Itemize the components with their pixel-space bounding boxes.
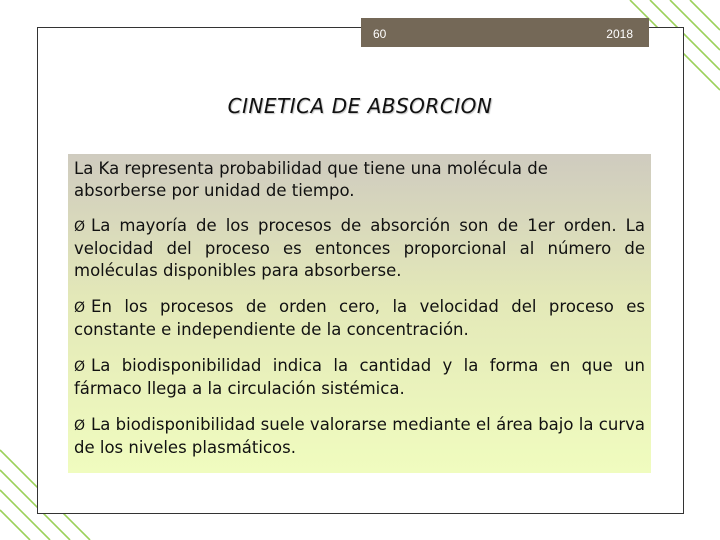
intro-text: La Ka representa probabilidad que tiene una molécula de absorberse por unidad de tiempo. (74, 159, 548, 200)
header-bar (361, 18, 649, 47)
arrow-bullet-icon: Ø (74, 359, 86, 375)
slide-number: 60 (373, 27, 387, 41)
bullet-text: En los procesos de orden cero, la velocidad del proceso es constante e independiente de la concentración. (74, 297, 645, 339)
content-box (68, 154, 651, 473)
bullet-text: La mayoría de los procesos de absorción son de 1er orden. La velocidad del proceso es entonces proporcional al número de moléculas disponibles para absorberse. (74, 216, 645, 280)
bullet-item (74, 296, 645, 341)
bullet-item (74, 355, 645, 400)
bullet-text: La biodisponibilidad indica la cantidad y la forma en que un fármaco llega a la circulación sistémica. (74, 356, 645, 398)
bullet-item (74, 414, 645, 459)
arrow-bullet-icon: Ø (74, 300, 86, 316)
arrow-bullet-icon: Ø (74, 418, 86, 434)
year-label: 2018 (606, 27, 633, 41)
bullet-item (74, 215, 645, 282)
bullet-text: La biodisponibilidad suele valorarse mediante el área bajo la curva de los niveles plasmáticos. (74, 415, 645, 457)
arrow-bullet-icon: Ø (74, 219, 86, 235)
slide-title: CINETICA DE ABSORCION (227, 94, 493, 118)
